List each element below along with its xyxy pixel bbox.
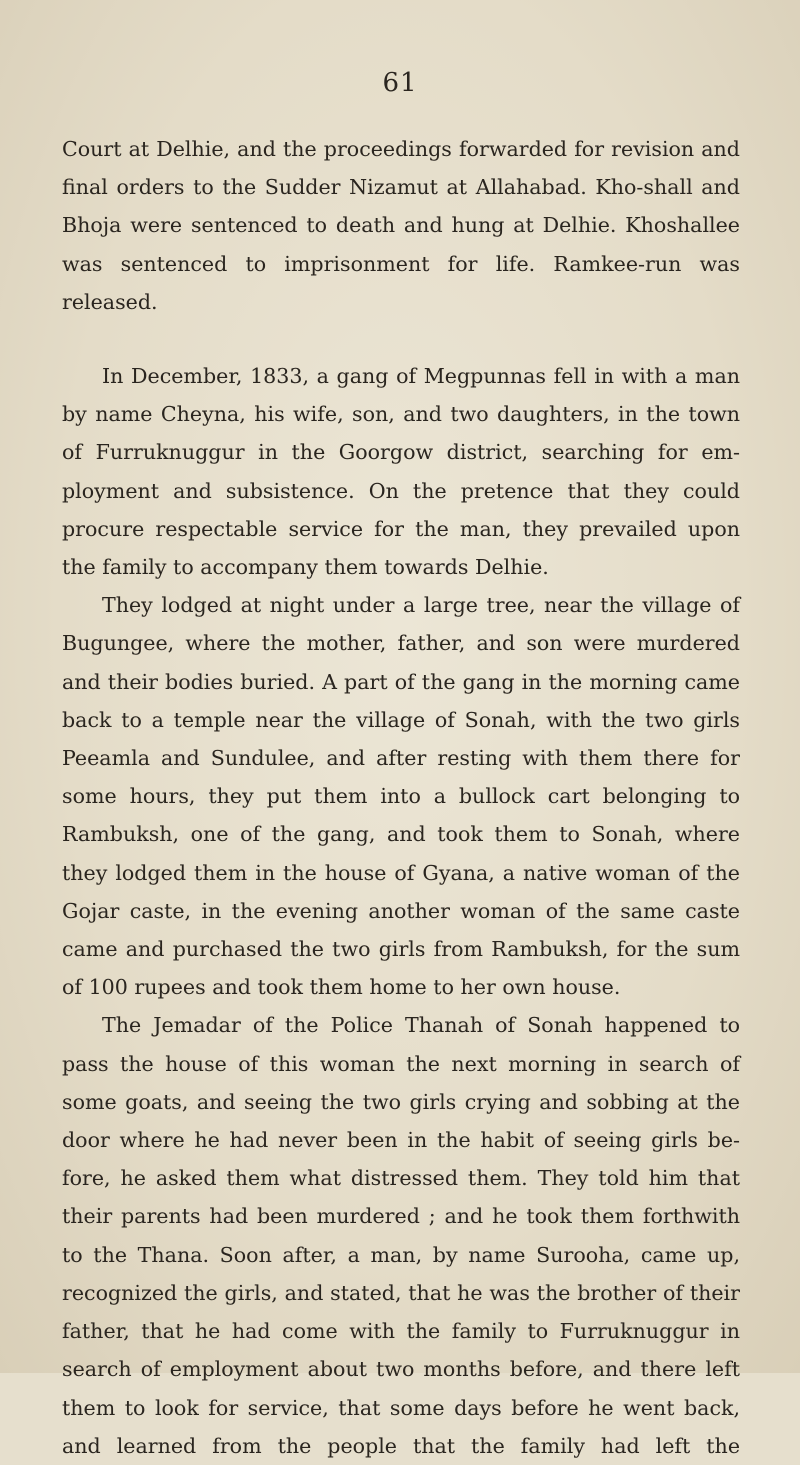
paragraph-gap — [62, 321, 740, 357]
paragraph-jemadar-police: The Jemadar of the Police Thanah of Sonah happened to pass the house of this woman the next morning in search of some goats, and seeing the two girls crying and sobbing at the door where he had never been in the habit of seeing girls be-fore, he asked them what distressed them. They told him that their parents had been murdered ; and he took them forthwith to the Thana. Soon after, a man, by name Surooha, came up, recognized the girls, and stated, that he was the brother of their father, that he had come with the family to Furruknuggur in search of employment about two months before, and there left them to look for service, that some days before he went back, and learned from the people that the family had left the — [62, 1013, 740, 1458]
paragraph-court-verdict: Court at Delhie, and the proceedings forwarded for revision and final orders to the Sudder Nizamut at Allahabad. Kho-shall and Bhoja were sentenced to death and hung at Delhie. Khoshallee was sentenced to imprisonment for life. Ramkee-run was released. — [62, 137, 740, 314]
paragraph-bugungee-murder: They lodged at night under a large tree, near the village of Bugungee, where the mother, father, and son were murdered and their bodies buried. A part of the gang in the morning came back to a temple near the village of Sonah, with the two girls Peeamla and Sundulee, and after resting with them there for some hours, they put them into a bullock cart belonging to Rambuksh, one of the gang, and took them to Sonah, where they lodged them in the house of Gyana, a native woman of the Gojar caste, in the evening another woman of the same caste came and purchased the two girls from Rambuksh, for the sum of 100 rupees and took them home to her own house. — [62, 593, 740, 1000]
page-number: 61 — [382, 68, 418, 98]
page-body — [62, 130, 740, 1465]
paragraph-megpunnas-gang: In December, 1833, a gang of Megpunnas fell in with a man by name Cheyna, his wife, son, and two daughters, in the town of Furruknuggur in the Goorgow district, searching for em-ployment and subsistence. On the pretence that they could procure respectable service for the man, they prevailed upon the family to accompany them towards Delhie. — [62, 364, 740, 580]
